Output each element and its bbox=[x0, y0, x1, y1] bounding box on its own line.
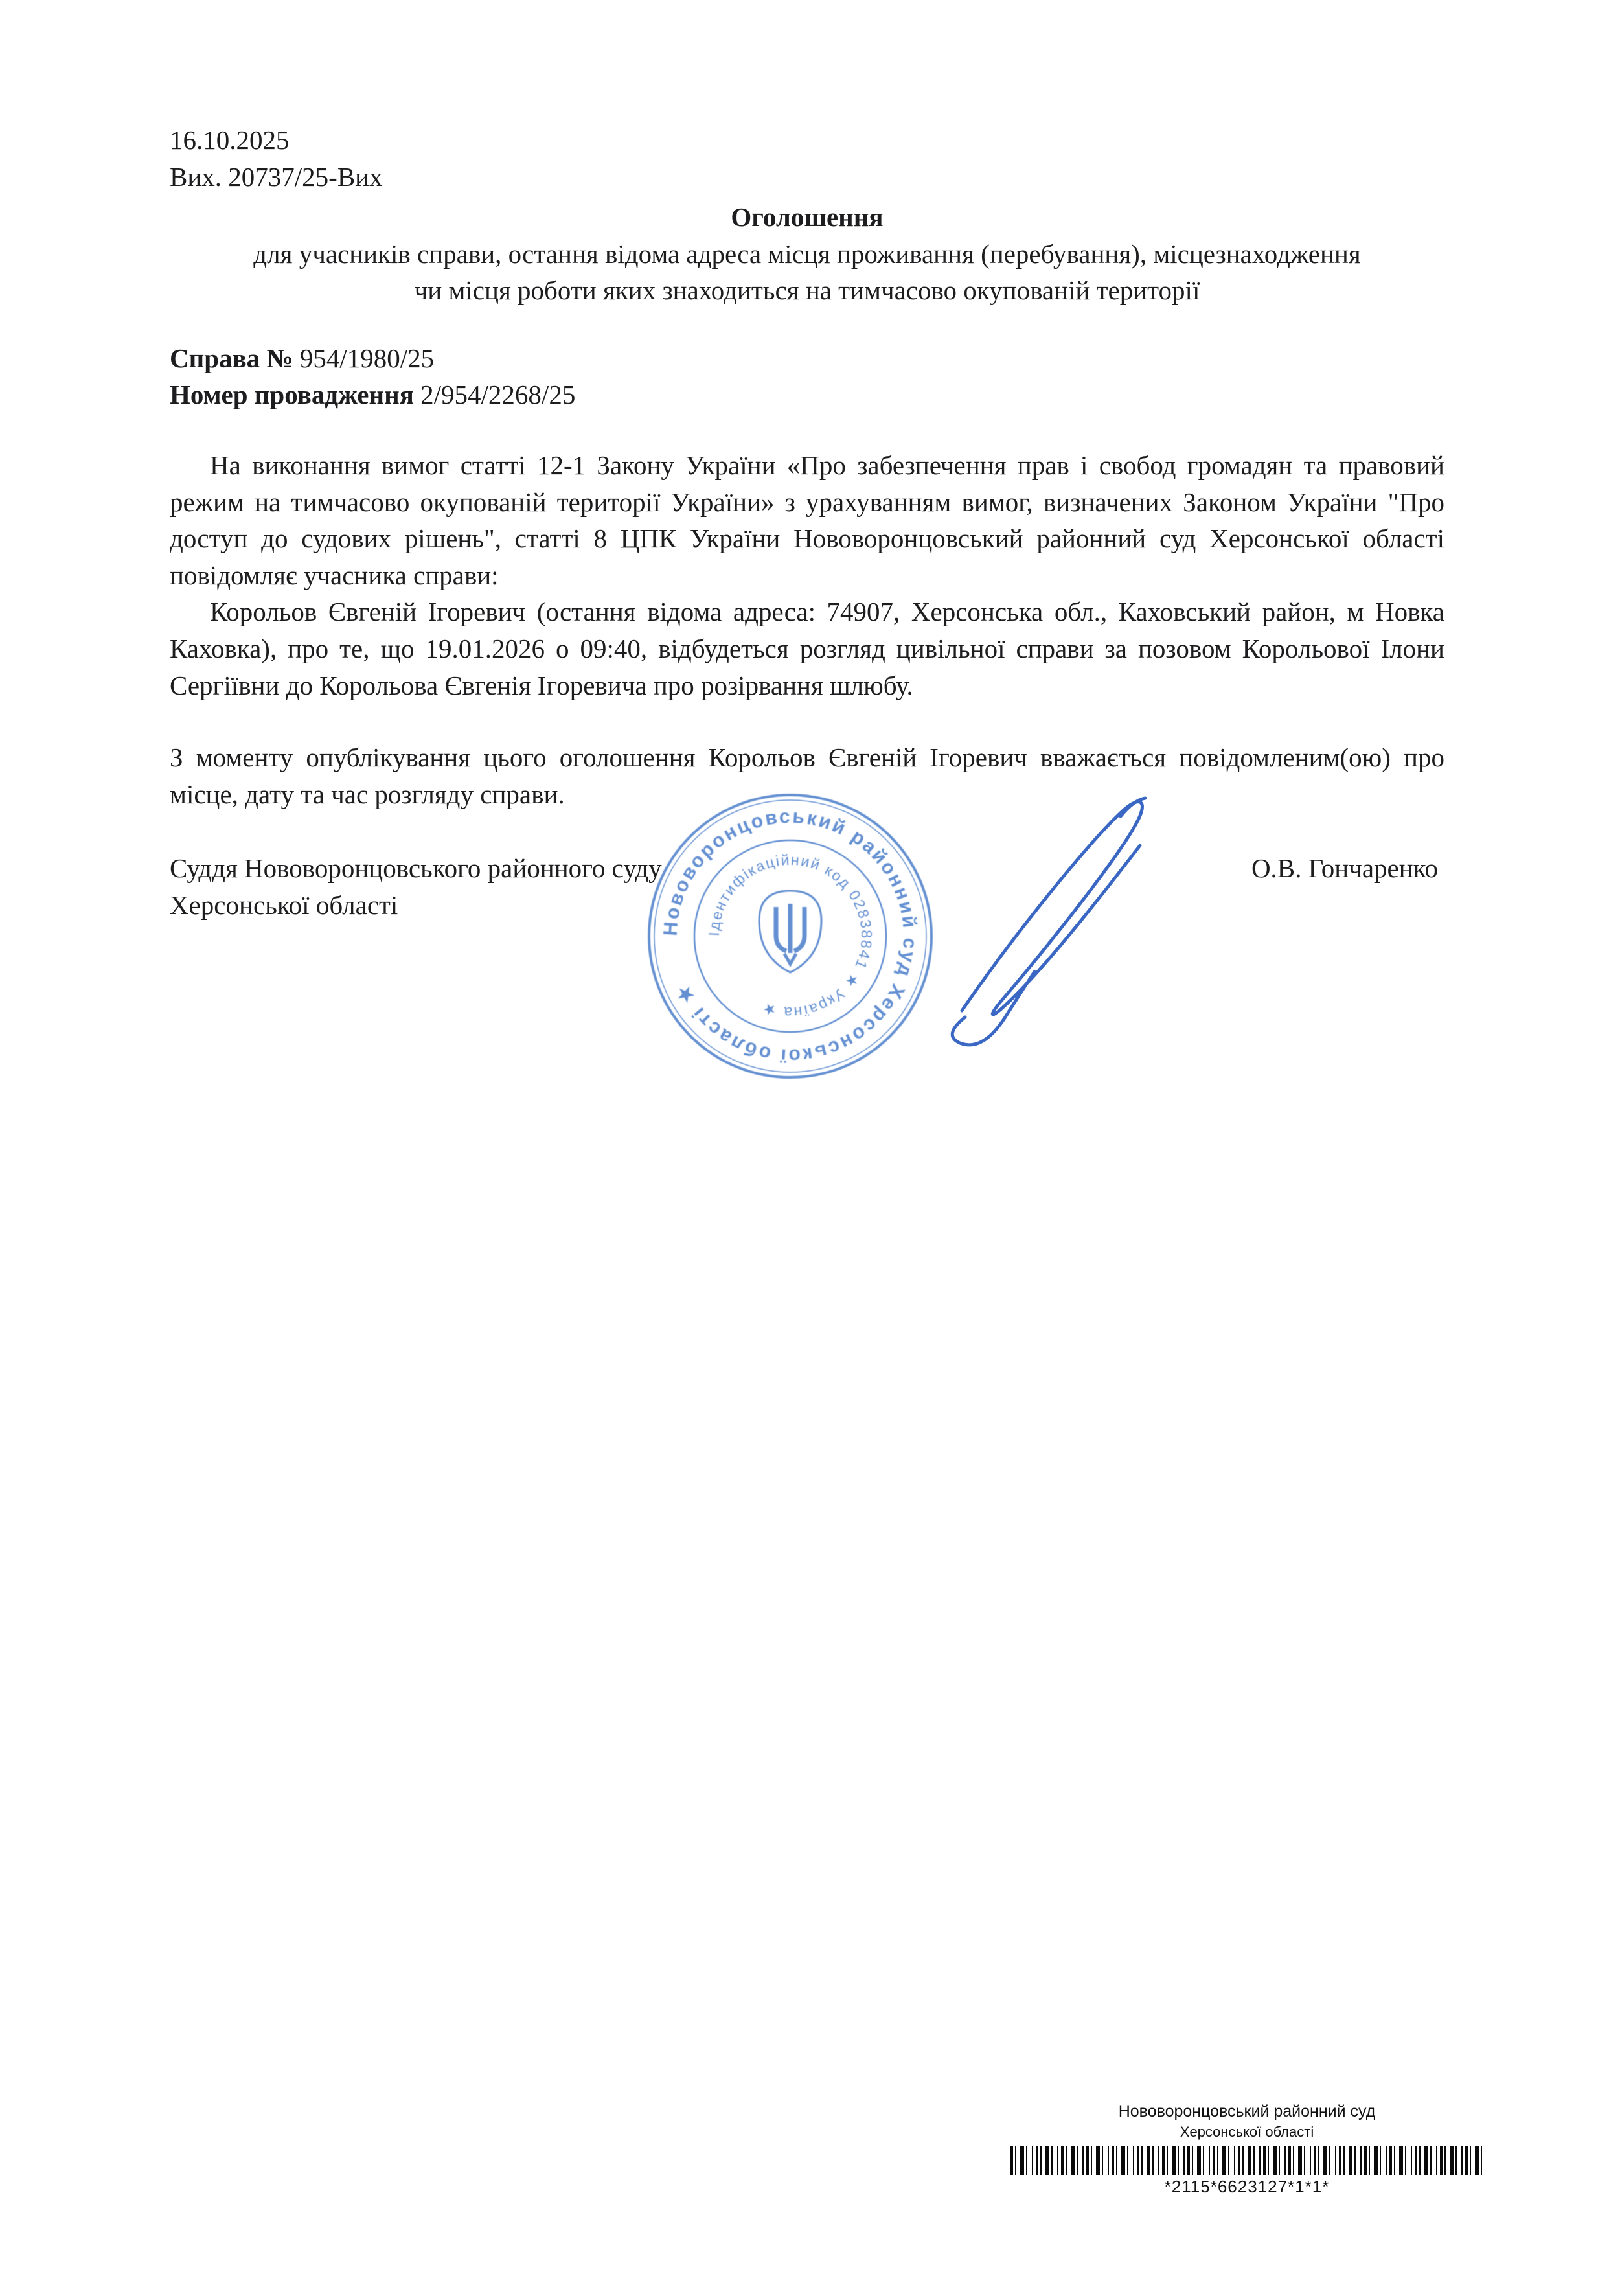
case-number-line bbox=[170, 340, 1444, 377]
footer-court-region: Херсонської області bbox=[1180, 2124, 1314, 2140]
doc-ref-number: Вих. 20737/25-Вих bbox=[170, 161, 383, 192]
barcode bbox=[1010, 2146, 1483, 2175]
case-block bbox=[170, 340, 1444, 413]
document-content bbox=[170, 122, 1444, 923]
paragraph-notice: Корольов Євгеній Ігоревич (остання відома адреса: 74907, Херсонська обл., Каховський район, м Новка Каховка), про те, що 19.01.2026 о 09:40, відбудеться розгляд цивільної справи за позовом Корольової Ілони Сергіївни до Корольова Євгенія Ігоревича про розірвання шлюбу. bbox=[170, 597, 1444, 700]
proceeding-number-label: Номер провадження bbox=[170, 380, 414, 410]
case-number-label: Справа № bbox=[170, 343, 293, 373]
judge-title-line1: Суддя Нововоронцовського районного суду bbox=[170, 853, 662, 884]
judge-name: О.В. Гончаренко bbox=[1251, 853, 1438, 884]
doc-subtitle-line2: чи місця роботи яких знаходиться на тимчасово окупованій території bbox=[414, 275, 1200, 306]
case-number-value: 954/1980/25 bbox=[299, 343, 435, 373]
paragraph-deemed-notified: З моменту опублікування цього оголошення Корольов Євгеній Ігоревич вважається повідомленим(ою) про місце, дату та час розгляду справи. bbox=[170, 742, 1444, 809]
doc-title: Оголошення bbox=[731, 202, 884, 233]
page-footer bbox=[972, 2102, 1522, 2197]
proceeding-number-value: 2/954/2268/25 bbox=[420, 380, 576, 410]
doc-date: 16.10.2025 bbox=[170, 125, 290, 155]
doc-subtitle-line1: для учасників справи, остання відома адреса місця проживання (перебування), місцезнаходження bbox=[253, 238, 1361, 269]
stamp-inner-text: Ідентифікаційний код 02838841 ★ Україна ★ bbox=[705, 851, 876, 1022]
judge-title bbox=[170, 850, 662, 923]
doc-subtitle bbox=[170, 236, 1444, 309]
signature-block bbox=[170, 850, 1444, 923]
barcode-text: *2115*6623127*1*1* bbox=[1164, 2177, 1330, 2196]
stamp-outer-text: Нововоронцовський районний суд Херсонської області ★ bbox=[659, 805, 921, 1067]
judge-title-line2: Херсонської області bbox=[170, 890, 398, 920]
proceeding-number-line bbox=[170, 376, 1444, 413]
paragraph-legal-basis: На виконання вимог статті 12-1 Закону України «Про забезпечення прав і свобод громадян та правовий режим на тимчасово окупованій території України» з урахуванням вимог, визначених Законом України "Про доступ до судових рішень", статті 8 ЦПК України Нововоронцовський районний суд Херсонської області повідомляє учасника справи: bbox=[170, 450, 1444, 590]
footer-court-name: Нововоронцовський районний суд bbox=[1118, 2102, 1376, 2120]
